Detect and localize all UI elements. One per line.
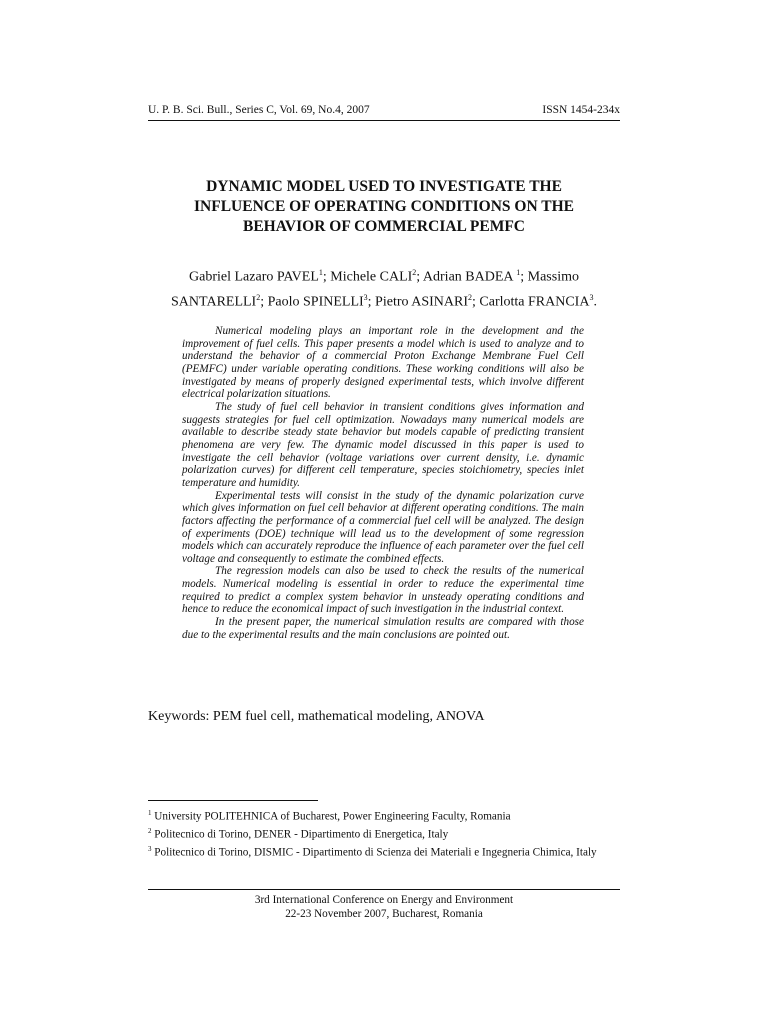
affiliation-mark: 2 xyxy=(412,268,417,277)
footnote xyxy=(148,806,620,824)
footnote-mark: 1 xyxy=(148,809,152,817)
author-name: ; Adrian BADEA xyxy=(416,269,517,285)
author-line xyxy=(148,288,620,313)
footer-rule xyxy=(148,889,620,890)
affiliation-mark: 3 xyxy=(363,292,368,302)
author-name: ; Michele CALI xyxy=(322,269,413,285)
affiliation-mark: 3 xyxy=(589,292,594,302)
abstract-paragraph: In the present paper, the numerical simulation results are compared with those due to the experimental results and the main conclusions are pointed out. xyxy=(182,616,584,641)
author-name: ; Pietro ASINARI xyxy=(367,294,469,310)
footer-line: 22-23 November 2007, Bucharest, Romania xyxy=(285,908,483,920)
footnote-text: Politecnico di Torino, DENER - Dipartimento di Energetica, Italy xyxy=(151,828,449,841)
header-rule xyxy=(148,120,620,121)
author-line xyxy=(148,263,620,288)
affiliation-mark: 1 xyxy=(516,268,521,277)
author-name: Gabriel Lazaro PAVEL xyxy=(189,269,319,285)
footnote-mark: 3 xyxy=(148,845,152,854)
footnotes xyxy=(148,806,620,860)
title-line: INFLUENCE OF OPERATING CONDITIONS ON THE xyxy=(194,198,574,215)
footnote-mark: 2 xyxy=(148,827,152,836)
paper-title xyxy=(148,177,620,237)
conference-footer xyxy=(148,893,620,921)
author-name: SANTARELLI xyxy=(171,294,257,310)
footnote-text: Politecnico di Torino, DISMIC - Dipartimento di Scienza dei Materiali e Ingegneria Chimica, Italy xyxy=(151,846,597,859)
issn: ISSN 1454-234x xyxy=(542,104,620,116)
affiliation-mark: 2 xyxy=(256,292,261,302)
author-name: ; Carlotta FRANCIA xyxy=(472,294,590,310)
footnote-text: University POLITEHNICA of Bucharest, Power Engineering Faculty, Romania xyxy=(151,810,511,823)
footnote-rule xyxy=(148,800,318,801)
abstract-paragraph: The regression models can also be used to check the results of the numerical models. Numerical modeling is essential in order to reduce the experimental time required to predict a complex system behavior in unsteady operating conditions and hence to reduce the economical impact of such investigation in the industrial context. xyxy=(182,565,584,616)
author-name: . xyxy=(593,294,597,310)
affiliation-mark: 2 xyxy=(468,292,473,302)
author-name: ; Massimo xyxy=(520,269,579,285)
author-name: ; Paolo SPINELLI xyxy=(260,294,364,310)
footnote xyxy=(148,824,620,842)
keywords: Keywords: PEM fuel cell, mathematical modeling, ANOVA xyxy=(148,709,485,724)
footnote xyxy=(148,842,620,860)
abstract xyxy=(182,325,584,641)
title-line: DYNAMIC MODEL USED TO INVESTIGATE THE xyxy=(206,178,562,195)
abstract-paragraph: Experimental tests will consist in the study of the dynamic polarization curve which gives information on fuel cell behavior at different operating conditions. The main factors affecting the performance of a commercial fuel cell will be analyzed. The design of experiments (DOE) technique will lead us to the development of some regression models which can accurately reproduce the influence of each parameter over the fuel cell voltage and consequently to estimate the combined effects. xyxy=(182,489,584,565)
abstract-paragraph: The study of fuel cell behavior in transient conditions gives information and suggests strategies for fuel cell optimization. Nowadays many numerical models are available to describe steady state behavior but models capable of predicting transient phenomena are very few. The dynamic model discussed in this paper is used to investigate the cell behavior (voltage variations over current density, i.e. dynamic polarization curves) for different cell temperature, species stoichiometry, species inlet temperature and humidity. xyxy=(182,400,584,489)
author-list xyxy=(148,263,620,312)
title-line: BEHAVIOR OF COMMERCIAL PEMFC xyxy=(242,218,526,235)
abstract-paragraph: Numerical modeling plays an important role in the development and the improvement of fuel cells. This paper presents a model which is used to analyze and to understand the behavior of a commercial Proton Exchange Membrane Fuel Cell (PEMFC) under variable operating conditions. These working conditions will also be investigated by means of properly designed experimental tests, which involve different electrical polarization situations. xyxy=(182,325,584,401)
footer-line: 3rd International Conference on Energy and Environment xyxy=(254,894,514,906)
journal-citation: U. P. B. Sci. Bull., Series C, Vol. 69, No.4, 2007 xyxy=(148,104,370,116)
affiliation-mark: 1 xyxy=(318,268,323,277)
